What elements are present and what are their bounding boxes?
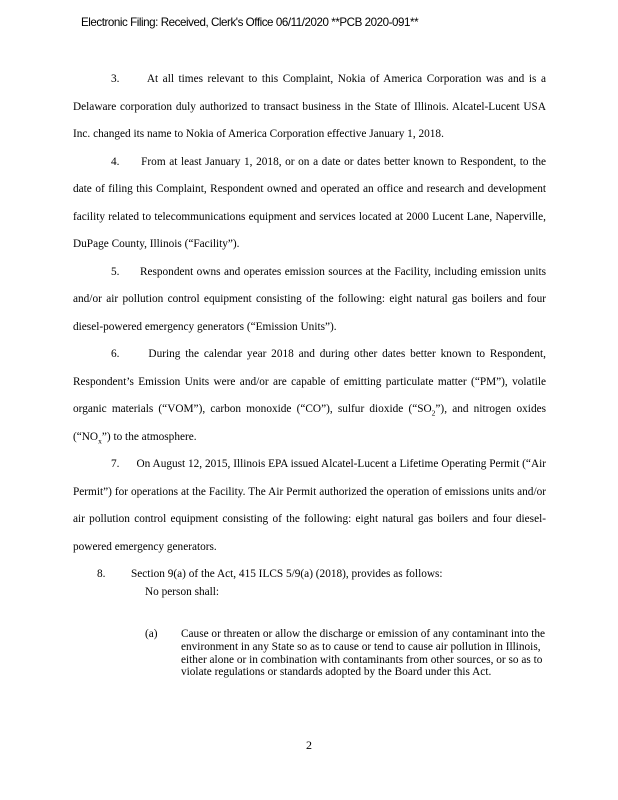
paragraph-text: From at least January 1, 2018, or on a date or dates better known to Respondent, to the date of filing this Complaint, Respondent owned and operated an office and research and development facility related to telecommunications equipment and services located at 2000 Lucent Lane, Naperville, DuPage County, Illinois (“Facility”).	[73, 155, 546, 250]
quote-text: Cause or threaten or allow the discharge or emission of any contaminant into the environment in any State so as to cause or tend to cause air pollution in Illinois, either alone or in combination with contaminants from other sources, or so as to violate regulations or standards adopted by the Board under this Act.	[181, 628, 546, 679]
paragraph-number: 8.	[97, 568, 106, 580]
paragraph-text: During the calendar year 2018 and during other dates better known to Respondent, Respondent’s Emission Units were and/or are capable of emitting particulate matter (“PM”), volatile organic materials (“VOM”), carbon monoxide (“CO”), sulfur dioxide (“SO	[73, 348, 546, 415]
complaint-body	[73, 66, 546, 607]
paragraph-text: ”) to the atmosphere.	[101, 430, 197, 443]
subscript: 2	[431, 408, 436, 418]
paragraph-number: 4.	[111, 155, 120, 168]
paragraph-5	[73, 259, 546, 342]
paragraph-text: At all times relevant to this Complaint, Nokia of America Corporation was and is a Delaware corporation duly authorized to transact business in the State of Illinois. Alcatel-Lucent USA Inc. changed its name to Nokia of America Corporation effective January 1, 2018.	[73, 73, 546, 140]
paragraph-number: 7.	[111, 458, 120, 470]
paragraph-text: ”), and nitrogen oxides (“NO	[73, 403, 546, 443]
paragraph-7	[73, 451, 546, 561]
paragraph-text: On August 12, 2015, Illinois EPA issued Alcatel-Lucent a Lifetime Operating Permit (“Air Permit”) for operations at the Facility. The Air Permit authorized the operation of emissions units and/or air pollution control equipment consisting of the following: eight natural gas boilers and four diesel-powered emergency generators.	[73, 458, 547, 553]
quote-label: (a)	[145, 628, 158, 640]
paragraph-number: 3.	[111, 73, 120, 85]
statute-quote	[145, 628, 545, 679]
paragraph-6	[73, 341, 546, 451]
paragraph-4	[73, 149, 546, 259]
subscript: x	[98, 435, 102, 445]
paragraph-text: Respondent owns and operates emission sources at the Facility, including emission units and/or air pollution control equipment consisting of the following: eight natural gas boilers and four diesel-powered emergency generators (“Emission Units”).	[73, 265, 546, 333]
paragraph-number: 5.	[111, 265, 120, 278]
paragraph-3	[73, 66, 546, 149]
paragraph-number: 6.	[111, 348, 120, 360]
filing-header: Electronic Filing: Received, Clerk's Office 06/11/2020 **PCB 2020-091**	[81, 16, 419, 29]
paragraph-text: Section 9(a) of the Act, 415 ILCS 5/9(a) (2018), provides as follows:	[131, 568, 443, 580]
quote-lead: No person shall:	[145, 585, 220, 598]
page-number: 2	[306, 738, 312, 752]
